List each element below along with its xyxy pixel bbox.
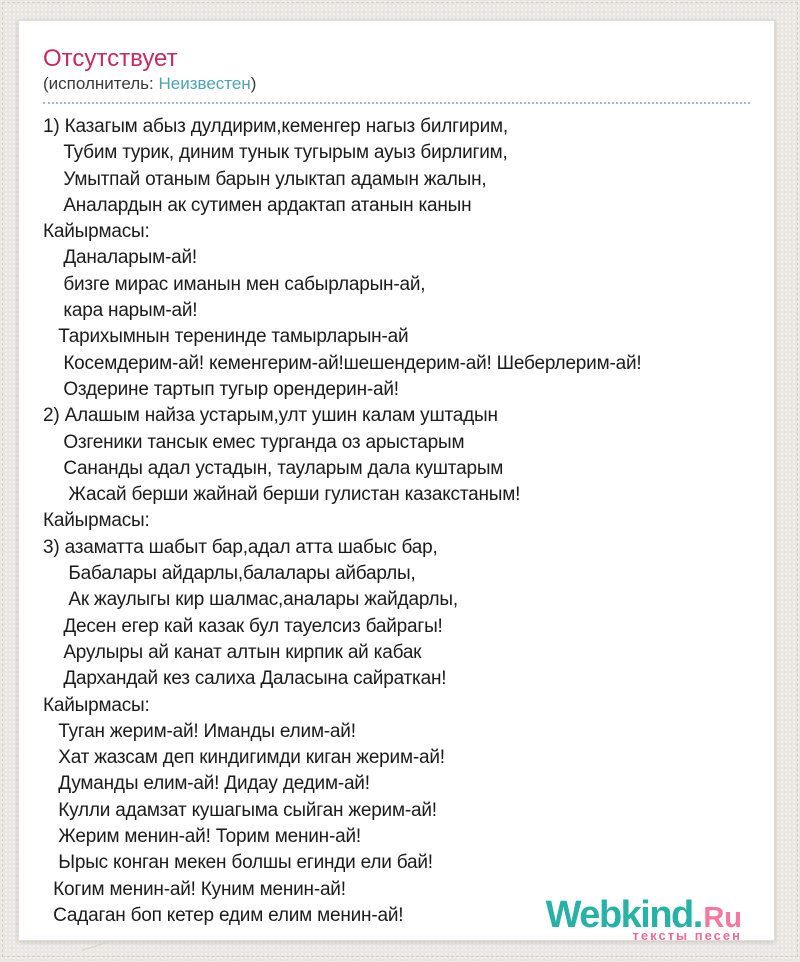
lyric-line: Аналардын ак сутимен ардактап атанын канын: [43, 194, 472, 216]
lyric-line: Умытпай отаным барын улыктап адамын жалын,: [43, 168, 487, 190]
lyric-line: Жерим менин-ай! Торим менин-ай!: [43, 826, 361, 848]
lyric-line: Туган жерим-ай! Иманды елим-ай!: [43, 720, 356, 742]
lyric-line: 1) Казагым абыз дулдирим,кеменгер нагыз билгирим,: [43, 116, 508, 137]
lyric-line: Бабалары айдарлы,балалары айбарлы,: [43, 563, 416, 585]
lyrics-text: [43, 114, 750, 929]
lyrics-card: [18, 20, 775, 941]
webkind-logo[interactable]: [546, 896, 742, 942]
lyric-line: Садаган боп кетер едим елим менин-ай!: [43, 904, 404, 926]
lyric-line: Кайырмасы:: [43, 694, 150, 716]
lyric-line: Ырыс конган мекен болшы егинди ели бай!: [43, 852, 433, 874]
lyric-line: Даналарым-ай!: [43, 247, 197, 269]
lyric-line: Тарихымнын терениндe тамырларын-ай: [43, 326, 409, 348]
lyric-line: Озгеники тансык емес турганда оз арыстарым: [43, 431, 465, 453]
lyric-line: Сананды адал устадын, тауларым дала куштарым: [43, 457, 504, 479]
lyric-line: Хат жазсам деп киндигимди киган жерим-ай!: [43, 747, 445, 769]
lyric-line: Арулыры ай канат алтын кирпик ай кабак: [43, 641, 422, 663]
lyric-line: 3) азаматта шабыт бар,адал атта шабыс бар,: [43, 536, 438, 558]
lyric-line: Когим менин-ай! Куним менин-ай!: [43, 878, 346, 900]
lyric-line: Дархандай кез салиха Даласына сайраткан!: [43, 668, 447, 690]
lyric-line: Десен егер кай казак бул тауелсиз байрагы!: [43, 615, 443, 637]
webkind-logo-main-text: Webkind: [545, 894, 693, 936]
lyric-line: Ак жаулыгы кир шалмас,аналары жайдарлы,: [43, 589, 458, 611]
lyric-line: Жасай берши жайнай берши гулистан казакстаным!: [43, 484, 521, 506]
page-title: Отсутствует: [43, 45, 178, 72]
webkind-logo-tagline: тексты песен: [632, 928, 742, 943]
lyric-line: Думанды елим-ай! Дидау дедим-ай!: [43, 773, 370, 795]
lyric-line: кара нарым-ай!: [43, 300, 198, 322]
webkind-logo-dot: .: [692, 894, 704, 936]
lyric-line: Кулли адамзат кушагыма сыйган жерим-ай!: [43, 799, 437, 821]
lyric-line: Тубим турик, диним тунык тугырым ауыз бирлигим,: [43, 142, 508, 164]
lyric-line: 2) Алашым найза устарым,улт ушин калам уштадын: [43, 405, 498, 427]
lyric-line: Оздерине тартып тугыр орендерин-ай!: [43, 378, 399, 400]
lyric-line: бизге мирас иманын мен сабырларын-ай,: [43, 273, 426, 295]
lyric-line: Косемдерим-ай! кеменгерим-ай!шешендерим-ай! Шеберлерим-ай!: [43, 352, 642, 374]
lyric-line: Кайырмасы:: [43, 221, 150, 243]
lyric-line: Кайырмасы:: [43, 510, 150, 532]
webkind-logo-tld: Ru: [703, 902, 742, 934]
performer-row: [43, 72, 750, 104]
performer-label-suffix: ): [250, 74, 257, 93]
performer-link[interactable]: Неизвестен: [158, 74, 251, 93]
performer-label: (исполнитель:: [43, 74, 159, 93]
